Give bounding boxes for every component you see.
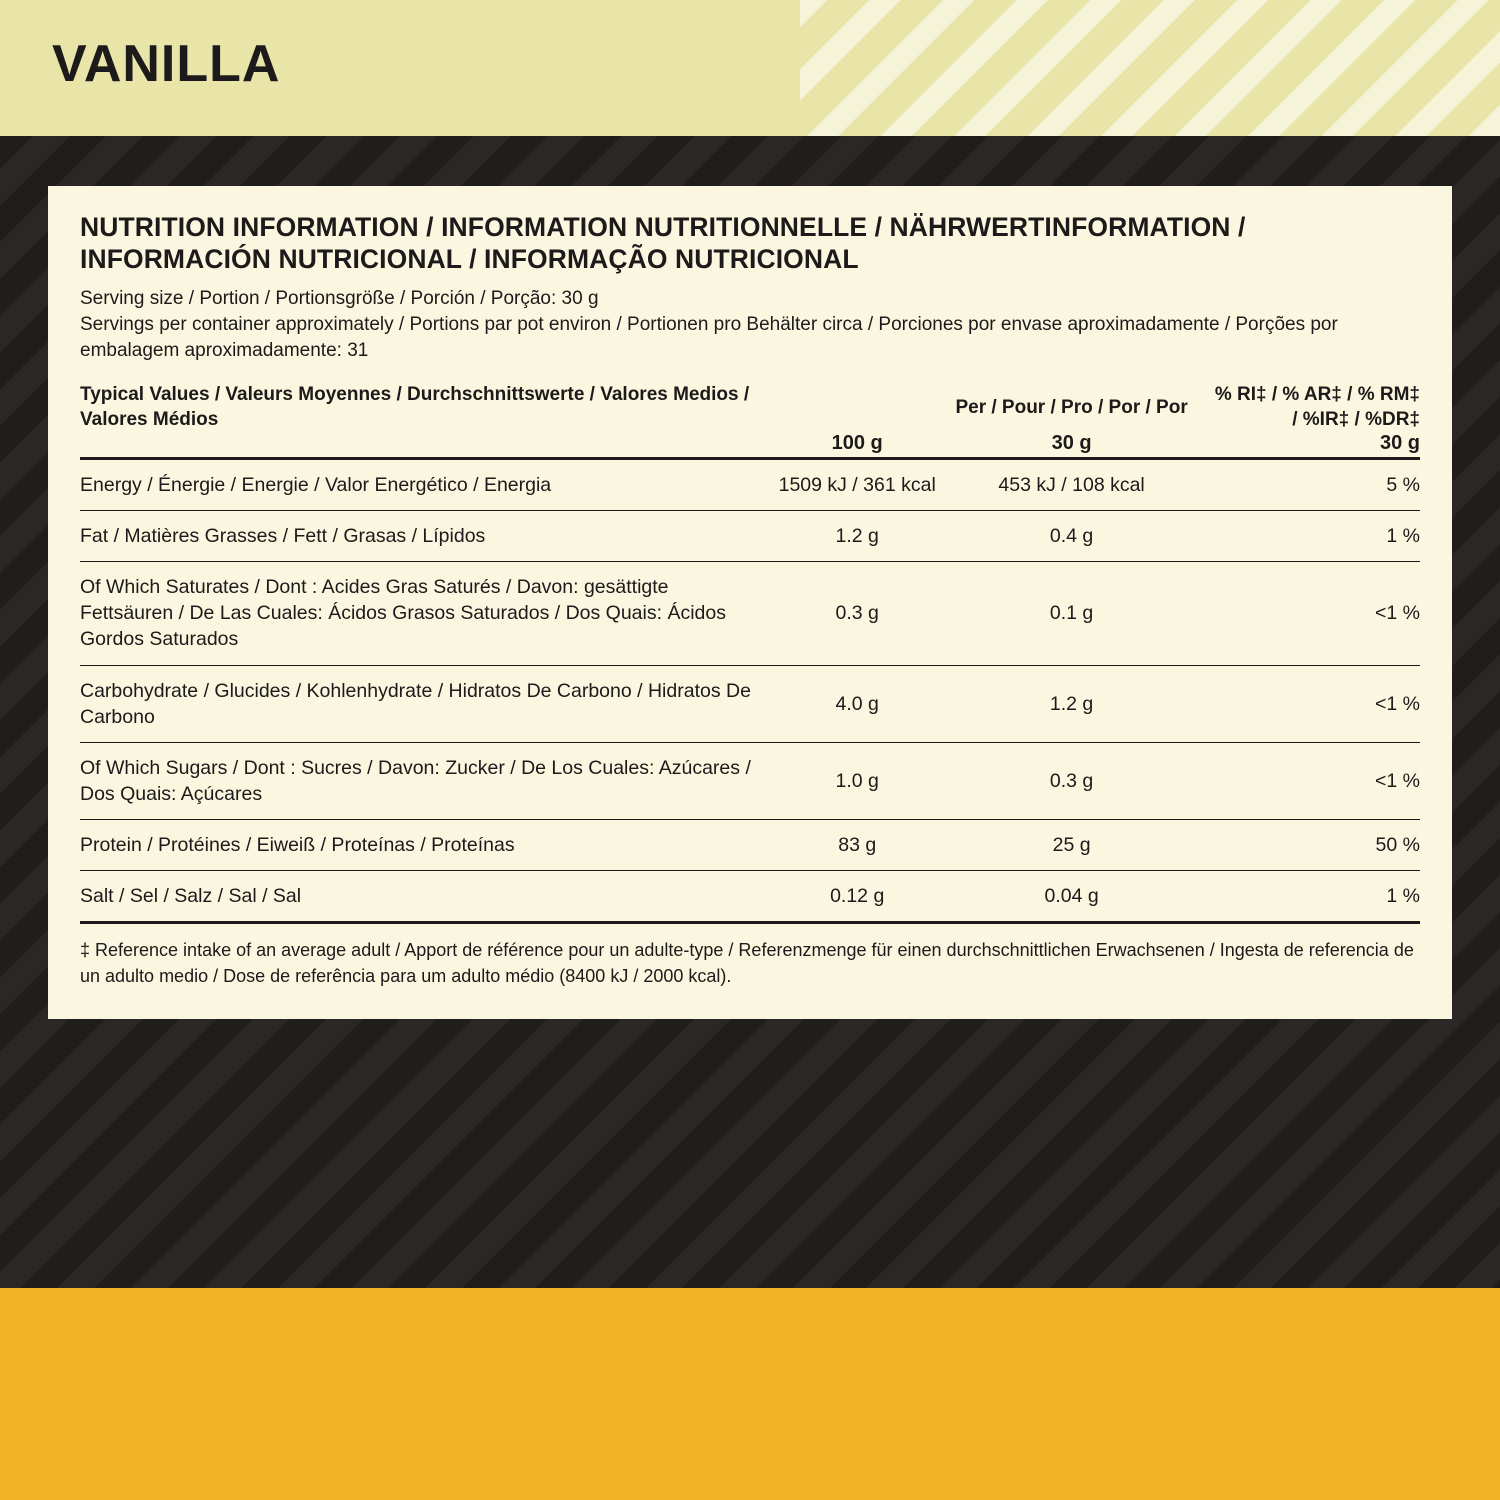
table-row <box>80 562 1420 665</box>
banner-stripe-decoration <box>800 0 1500 136</box>
table-subheader-row <box>80 432 1420 455</box>
table-bottom-rule <box>80 921 1420 924</box>
row-label: Of Which Sugars / Dont : Sucres / Davon: Zucker / De Los Cuales: Azúcares / Dos Quais: Açúcares <box>80 742 777 819</box>
table-header-row <box>80 382 1420 432</box>
row-label: Energy / Énergie / Energie / Valor Energético / Energia <box>80 458 777 510</box>
subheader-30g: 30 g <box>1051 432 1092 455</box>
row-label: Salt / Sel / Salz / Sal / Sal <box>80 885 302 908</box>
bottom-banner <box>0 1288 1500 1500</box>
row-ri: 1 % <box>1386 885 1420 908</box>
row-per-100g: 1.2 g <box>777 511 938 562</box>
table-row <box>80 742 1420 819</box>
row-per-30g: 0.04 g <box>1044 885 1099 908</box>
row-label: Protein / Protéines / Eiweiß / Proteínas / Proteínas <box>80 820 777 871</box>
table-row <box>80 820 1420 871</box>
row-per-30g: 0.4 g <box>938 511 1206 562</box>
row-per-100g: 0.12 g <box>830 885 885 908</box>
header-typical-values: Typical Values / Valeurs Moyennes / Durchschnittswerte / Valores Medios / Valores Médios <box>80 384 750 431</box>
nutrition-panel <box>48 186 1452 1019</box>
row-ri: <1 % <box>1206 665 1420 742</box>
row-per-100g: 1509 kJ / 361 kcal <box>777 458 938 510</box>
table-row <box>80 458 1420 510</box>
row-ri: 5 % <box>1206 458 1420 510</box>
row-ri: <1 % <box>1206 562 1420 665</box>
row-per-30g: 453 kJ / 108 kcal <box>938 458 1206 510</box>
table-row <box>80 665 1420 742</box>
serving-info <box>80 286 1420 365</box>
row-ri: <1 % <box>1206 742 1420 819</box>
row-label: Carbohydrate / Glucides / Kohlenhydrate / Hidratos De Carbono / Hidratos De Carbono <box>80 665 777 742</box>
row-ri: 50 % <box>1206 820 1420 871</box>
header-spacer <box>777 382 938 432</box>
header-reference-intake: % RI‡ / % AR‡ / % RM‡ / %IR‡ / %DR‡ <box>1214 384 1420 431</box>
row-label: Fat / Matières Grasses / Fett / Grasas / Lípidos <box>80 511 777 562</box>
row-per-30g: 0.1 g <box>938 562 1206 665</box>
row-per-100g: 1.0 g <box>777 742 938 819</box>
table-row <box>80 871 1420 922</box>
subheader-blank <box>80 432 777 455</box>
row-per-30g: 25 g <box>938 820 1206 871</box>
row-per-100g: 83 g <box>777 820 938 871</box>
row-per-100g: 0.3 g <box>777 562 938 665</box>
table-body <box>80 458 1420 921</box>
flavour-title: VANILLA <box>52 35 281 93</box>
panel-heading: NUTRITION INFORMATION / INFORMATION NUTRITIONNELLE / NÄHRWERTINFORMATION / INFORMACIÓN NUTRICIONAL / INFORMAÇÃO NUTRICIONAL <box>80 212 1246 274</box>
subheader-ri-30g: 30 g <box>1379 432 1420 455</box>
nutrition-table <box>80 382 1420 921</box>
row-per-30g: 0.3 g <box>938 742 1206 819</box>
table-row <box>80 511 1420 562</box>
row-ri: 1 % <box>1206 511 1420 562</box>
serving-size-line: Serving size / Portion / Portionsgröße / Porción / Porção: 30 g <box>80 287 599 309</box>
servings-per-container-line: Servings per container approximately / Portions par pot environ / Portionen pro Behälter circa / Porciones por envase aproximadamente / Porções por embalagem aproximadamente: 31 <box>80 313 1338 362</box>
row-per-30g: 1.2 g <box>938 665 1206 742</box>
top-banner <box>0 0 1500 136</box>
subheader-100g: 100 g <box>831 432 883 455</box>
reference-intake-footnote: ‡ Reference intake of an average adult / Apport de référence pour un adulte-type / Referenzmenge für einen durchschnittlichen Erwachsenen / Ingesta de referencia de un adulto medio / Dose de referência para um adulto médio (8400 kJ / 2000 kcal). <box>80 940 1414 986</box>
header-per: Per / Pour / Pro / Por / Por <box>955 396 1188 418</box>
row-label: Of Which Saturates / Dont : Acides Gras Saturés / Davon: gesättigte Fettsäuren / De Las Cuales: Ácidos Grasos Saturados / Dos Quais: Ácidos Gordos Saturados <box>80 562 777 665</box>
row-per-100g: 4.0 g <box>777 665 938 742</box>
